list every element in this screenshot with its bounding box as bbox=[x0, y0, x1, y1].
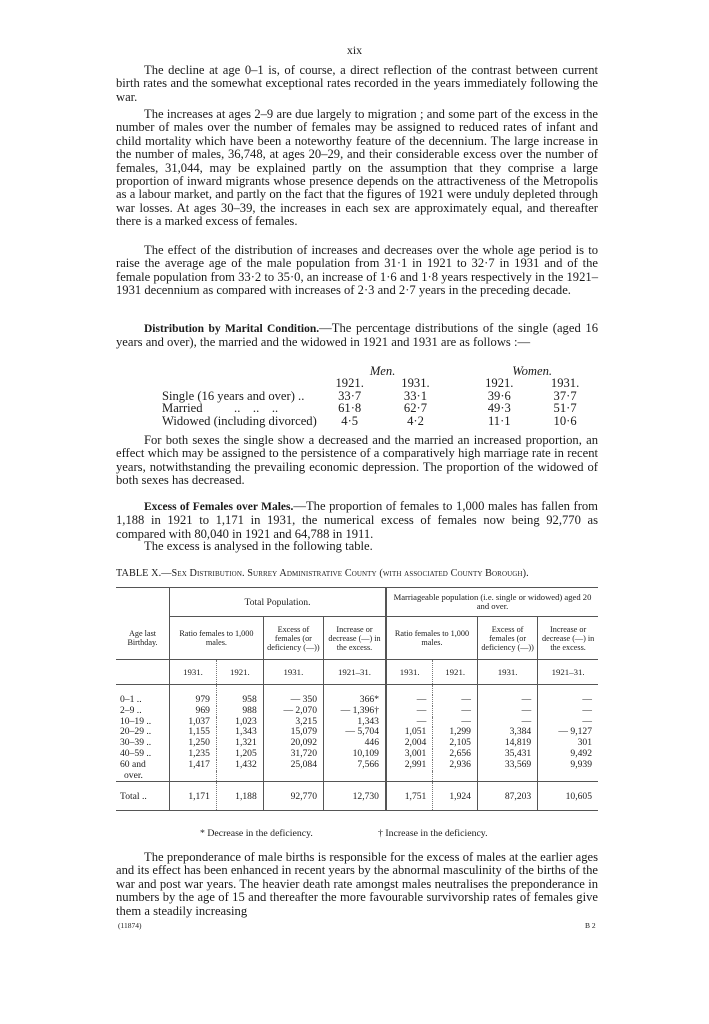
print-signature: (11874) bbox=[118, 921, 142, 930]
marital-year: 1921. bbox=[485, 376, 514, 391]
marital-row-single: Single (16 years and over) .. 33·7 33·1 39·6 37·7 bbox=[162, 388, 577, 403]
marital-heading: Distribution by Marital Condition. bbox=[144, 323, 320, 335]
header-age: Age last Birthday. bbox=[116, 617, 170, 660]
header-year: 1931. bbox=[386, 660, 433, 685]
paragraph-average-age: The effect of the distribution of increases and decreases over the whole age period is to raise the average age of the male population from 31·1 in 1921 to 32·7 in 1931 and of the female population from 33·2 to 35·0, an increase of 1·6 and 1·8 years respectively in the 1921–1931 decennium as compared with increases of 2·3 and 2·7 years in the preceding decade. bbox=[116, 243, 598, 298]
excess-heading: Excess of Females over Males. bbox=[144, 501, 294, 513]
paragraph-table-intro: The excess is analysed in the following table. bbox=[144, 539, 373, 553]
men-label: Men. bbox=[369, 364, 396, 378]
page-number: xix bbox=[346, 43, 363, 57]
marital-row-married: Married .. .. .. 61·8 62·7 49·3 51·7 bbox=[162, 401, 577, 416]
paragraph-age-decline: The decline at age 0–1 is, of course, a direct reflection of the contrast between current birth rates and the somewhat exceptional rates recorded in the years immediately following the war. bbox=[116, 63, 598, 104]
excess-text: —The proportion of females to 1,000 males has fallen from 1,188 in 1921 to 1,171 in 1931, the numerical excess of females now being 92,770 as compared with 80,040 in 1921 and 64,788 in 1911. bbox=[116, 499, 598, 541]
paragraph-male-births: The preponderance of male births is responsible for the excess of males at the earlier ages and its effect has been enhanced in recent years by the abnormal masculinity of the births of the war and post war years. The heavier death rate amongst males neutralises the preponderance in numbers by the age of 15 and thereafter the more favourable survivorship rates of females give them a steadily increasing bbox=[116, 850, 599, 918]
table-row: 20–29 .. 1,155 1,343 15,079 — 5,704 1,051 1,299 3,384 — 9,127 bbox=[116, 727, 598, 738]
marital-condition-table bbox=[116, 365, 598, 427]
table-row: over. bbox=[116, 771, 598, 782]
header-increase: Increase or decrease (—) in the excess. bbox=[538, 617, 598, 660]
header-year: 1921. bbox=[433, 660, 478, 685]
paragraph-marital-intro bbox=[116, 322, 598, 350]
table-row: 2–9 .. 969 988 — 2,070 — 1,396† — — — — bbox=[116, 706, 598, 717]
header-ratio: Ratio females to 1,000 males. bbox=[170, 617, 264, 660]
marital-year: 1921. bbox=[335, 376, 364, 391]
table-row: 0–1 .. 979 958 — 350 366* — — — — bbox=[116, 695, 598, 706]
footnote-decrease: * Decrease in the deficiency. bbox=[200, 828, 313, 839]
header-total-population: Total Population. bbox=[170, 588, 386, 617]
header-excess: Excess of females (or deficiency (—)) bbox=[263, 617, 323, 660]
table-row: 40–59 .. 1,235 1,205 31,720 10,109 3,001 2,656 35,431 9,492 bbox=[116, 749, 598, 760]
header-ratio: Ratio females to 1,000 males. bbox=[386, 617, 477, 660]
table-total-row: Total .. 1,171 1,188 92,770 12,730 1,751 1,924 87,203 10,605 bbox=[116, 782, 598, 811]
paragraph-excess-females bbox=[116, 500, 598, 541]
marital-intro-text: —The percentage distributions of the single (aged 16 years and over), the married and the widowed in 1921 and 1931 are as follows :— bbox=[116, 321, 598, 350]
paragraph-migration: The increases at ages 2–9 are due largely to migration ; and some part of the excess in the number of males over the number of females may be assigned to reduced rates of infant and child mortality which have been a noteworthy feature of the decennium. The large increase in the number of males, 36,748, at ages 20–29, and their considerable excess over the number of females, 31,044, may be explained partly on the assumption that they comprise a large proportion of inward migrants whose presence depends on the attractiveness of the Metropolis as a labour market, and partly on the fact that the figures of 1921 were unduly depleted through war losses. At ages 30–39, the increases in each sex are approximately equal, and thereafter there is a marked excess of females. bbox=[116, 107, 598, 229]
header-excess: Excess of females (or deficiency (—)) bbox=[477, 617, 537, 660]
women-label: Women. bbox=[512, 364, 553, 378]
header-year: 1931. bbox=[477, 660, 537, 685]
marital-year: 1931. bbox=[550, 376, 580, 391]
marital-row-widowed: Widowed (including divorced) 4·5 4·2 11·1 10·6 bbox=[162, 413, 577, 428]
header-year: 1921–31. bbox=[538, 660, 598, 685]
sheet-signature: B 2 bbox=[585, 921, 596, 930]
header-year: 1931. bbox=[170, 660, 217, 685]
marital-year: 1931. bbox=[401, 376, 430, 391]
header-year: 1921–31. bbox=[324, 660, 386, 685]
header-year: 1921. bbox=[216, 660, 263, 685]
header-year: 1931. bbox=[263, 660, 323, 685]
sex-distribution-table bbox=[116, 587, 598, 811]
paragraph-marital-conclusion: For both sexes the single show a decreased and the married an increased proportion, an effect which may be assigned to the persistence of a comparatively high marriage rate in recent years, notwithstanding the prevailing economic depression. The proportion of the widowed of both sexes has decreased. bbox=[116, 433, 598, 488]
header-increase: Increase or decrease (—) in the excess. bbox=[324, 617, 386, 660]
table-row: 30–39 .. 1,250 1,321 20,092 446 2,004 2,105 14,819 301 bbox=[116, 738, 598, 749]
table-row: 10–19 .. 1,037 1,023 3,215 1,343 — — — — bbox=[116, 717, 598, 728]
table-title: TABLE X.—Sex Distribution. Surrey Administrative County (with associated County Borough). bbox=[116, 568, 529, 579]
header-marriageable-population: Marriageable population (i.e. single or widowed) aged 20 and over. bbox=[386, 588, 598, 617]
footnote-increase: † Increase in the deficiency. bbox=[378, 828, 488, 839]
table-row: 60 and 1,417 1,432 25,084 7,566 2,991 2,936 33,569 9,939 bbox=[116, 760, 598, 771]
